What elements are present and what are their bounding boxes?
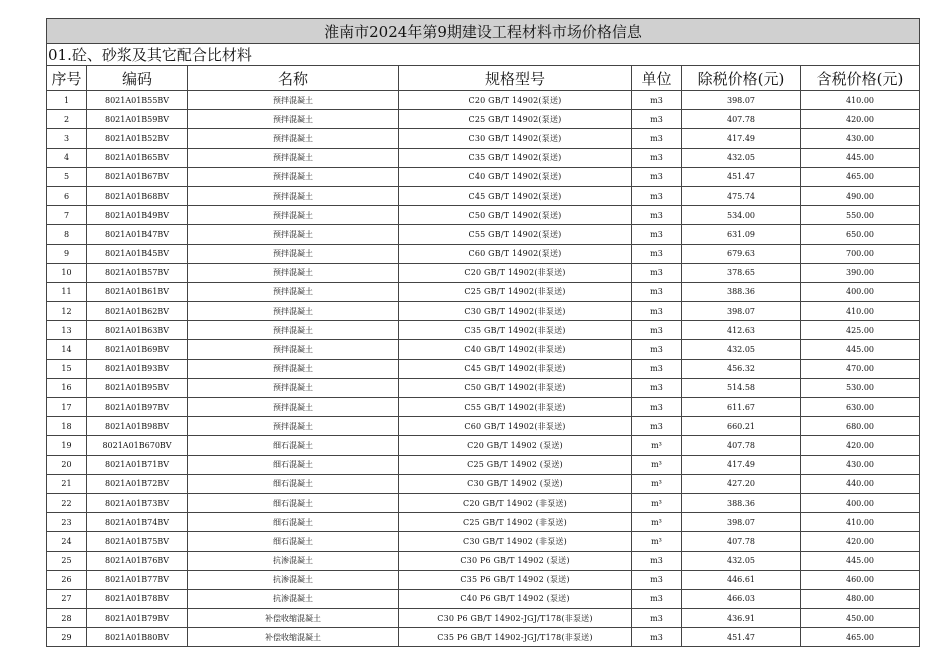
cell-spec: C40 GB/T 14902(非泵送): [399, 340, 632, 359]
cell-name: 预拌混凝土: [188, 321, 399, 340]
cell-spec: C20 GB/T 14902 (非泵送): [399, 493, 632, 512]
cell-code: 8021A01B47BV: [87, 225, 188, 244]
cell-price-incl-tax: 410.00: [801, 302, 920, 321]
table-row: [47, 167, 920, 186]
cell-price-incl-tax: 650.00: [801, 225, 920, 244]
cell-price-excl-tax: 475.74: [682, 186, 801, 205]
header-spec: 规格型号: [399, 66, 632, 91]
header-price-incl-tax: 含税价格(元): [801, 66, 920, 91]
header-row: [47, 66, 920, 91]
cell-spec: C30 GB/T 14902 (泵送): [399, 474, 632, 493]
cell-price-excl-tax: 398.07: [682, 513, 801, 532]
header-code: 编码: [87, 66, 188, 91]
cell-code: 8021A01B59BV: [87, 110, 188, 129]
cell-unit: m3: [632, 206, 682, 225]
cell-name: 补偿收缩混凝土: [188, 628, 399, 647]
section-row: [47, 44, 920, 66]
cell-index: 10: [47, 263, 87, 282]
cell-price-excl-tax: 407.78: [682, 532, 801, 551]
cell-unit: m3: [632, 167, 682, 186]
cell-index: 22: [47, 493, 87, 512]
cell-name: 预拌混凝土: [188, 129, 399, 148]
cell-unit: m3: [632, 589, 682, 608]
cell-price-excl-tax: 631.09: [682, 225, 801, 244]
table-row: [47, 628, 920, 647]
cell-price-incl-tax: 410.00: [801, 91, 920, 110]
cell-unit: m3: [632, 609, 682, 628]
cell-price-excl-tax: 398.07: [682, 91, 801, 110]
cell-spec: C30 GB/T 14902(非泵送): [399, 302, 632, 321]
cell-price-incl-tax: 400.00: [801, 493, 920, 512]
cell-code: 8021A01B97BV: [87, 398, 188, 417]
cell-code: 8021A01B69BV: [87, 340, 188, 359]
cell-unit: m3: [632, 225, 682, 244]
cell-spec: C30 P6 GB/T 14902 (泵送): [399, 551, 632, 570]
cell-index: 18: [47, 417, 87, 436]
cell-name: 抗渗混凝土: [188, 551, 399, 570]
table-row: [47, 493, 920, 512]
cell-spec: C55 GB/T 14902(泵送): [399, 225, 632, 244]
cell-code: 8021A01B45BV: [87, 244, 188, 263]
table-row: [47, 570, 920, 589]
cell-spec: C50 GB/T 14902(泵送): [399, 206, 632, 225]
cell-index: 20: [47, 455, 87, 474]
cell-unit: m3: [632, 282, 682, 301]
cell-name: 预拌混凝土: [188, 167, 399, 186]
cell-code: 8021A01B65BV: [87, 148, 188, 167]
cell-code: 8021A01B52BV: [87, 129, 188, 148]
cell-index: 7: [47, 206, 87, 225]
cell-price-excl-tax: 432.05: [682, 340, 801, 359]
cell-name: 预拌混凝土: [188, 359, 399, 378]
cell-unit: m3: [632, 398, 682, 417]
cell-index: 12: [47, 302, 87, 321]
cell-code: 8021A01B74BV: [87, 513, 188, 532]
cell-unit: m³: [632, 436, 682, 455]
cell-spec: C40 GB/T 14902(泵送): [399, 167, 632, 186]
cell-index: 8: [47, 225, 87, 244]
sheet-title: 淮南市2024年第9期建设工程材料市场价格信息: [47, 19, 920, 44]
cell-price-excl-tax: 446.61: [682, 570, 801, 589]
cell-price-excl-tax: 417.49: [682, 129, 801, 148]
cell-name: 预拌混凝土: [188, 225, 399, 244]
cell-name: 预拌混凝土: [188, 282, 399, 301]
cell-spec: C30 GB/T 14902 (非泵送): [399, 532, 632, 551]
cell-index: 21: [47, 474, 87, 493]
cell-price-excl-tax: 417.49: [682, 455, 801, 474]
cell-index: 4: [47, 148, 87, 167]
cell-price-incl-tax: 460.00: [801, 570, 920, 589]
cell-price-excl-tax: 432.05: [682, 551, 801, 570]
cell-unit: m3: [632, 570, 682, 589]
cell-name: 预拌混凝土: [188, 378, 399, 397]
cell-price-excl-tax: 398.07: [682, 302, 801, 321]
table-row: [47, 532, 920, 551]
cell-name: 预拌混凝土: [188, 110, 399, 129]
cell-code: 8021A01B71BV: [87, 455, 188, 474]
cell-code: 8021A01B49BV: [87, 206, 188, 225]
cell-unit: m3: [632, 302, 682, 321]
cell-name: 细石混凝土: [188, 455, 399, 474]
table-row: [47, 340, 920, 359]
cell-code: 8021A01B76BV: [87, 551, 188, 570]
cell-spec: C25 GB/T 14902 (泵送): [399, 455, 632, 474]
cell-code: 8021A01B55BV: [87, 91, 188, 110]
cell-spec: C35 P6 GB/T 14902-JGJ/T178(非泵送): [399, 628, 632, 647]
table-row: [47, 148, 920, 167]
cell-code: 8021A01B68BV: [87, 186, 188, 205]
cell-price-incl-tax: 430.00: [801, 455, 920, 474]
cell-spec: C25 GB/T 14902(非泵送): [399, 282, 632, 301]
cell-price-incl-tax: 425.00: [801, 321, 920, 340]
cell-spec: C45 GB/T 14902(非泵送): [399, 359, 632, 378]
cell-spec: C60 GB/T 14902(泵送): [399, 244, 632, 263]
table-row: [47, 609, 920, 628]
cell-unit: m3: [632, 91, 682, 110]
cell-unit: m3: [632, 263, 682, 282]
cell-unit: m3: [632, 359, 682, 378]
table-row: [47, 263, 920, 282]
cell-code: 8021A01B62BV: [87, 302, 188, 321]
cell-name: 补偿收缩混凝土: [188, 609, 399, 628]
cell-unit: m3: [632, 417, 682, 436]
cell-index: 9: [47, 244, 87, 263]
cell-price-incl-tax: 420.00: [801, 436, 920, 455]
cell-index: 26: [47, 570, 87, 589]
cell-price-excl-tax: 407.78: [682, 436, 801, 455]
cell-index: 23: [47, 513, 87, 532]
cell-index: 15: [47, 359, 87, 378]
cell-index: 6: [47, 186, 87, 205]
table-row: [47, 321, 920, 340]
price-table: [46, 18, 920, 647]
cell-index: 2: [47, 110, 87, 129]
cell-price-incl-tax: 445.00: [801, 551, 920, 570]
cell-unit: m3: [632, 628, 682, 647]
cell-price-incl-tax: 420.00: [801, 110, 920, 129]
cell-price-excl-tax: 427.20: [682, 474, 801, 493]
cell-code: 8021A01B93BV: [87, 359, 188, 378]
cell-code: 8021A01B80BV: [87, 628, 188, 647]
cell-unit: m3: [632, 110, 682, 129]
cell-index: 27: [47, 589, 87, 608]
cell-code: 8021A01B77BV: [87, 570, 188, 589]
cell-spec: C40 P6 GB/T 14902 (泵送): [399, 589, 632, 608]
cell-index: 16: [47, 378, 87, 397]
cell-name: 预拌混凝土: [188, 91, 399, 110]
cell-name: 预拌混凝土: [188, 398, 399, 417]
cell-index: 17: [47, 398, 87, 417]
cell-name: 预拌混凝土: [188, 417, 399, 436]
cell-price-excl-tax: 679.63: [682, 244, 801, 263]
cell-code: 8021A01B95BV: [87, 378, 188, 397]
cell-unit: m3: [632, 340, 682, 359]
cell-spec: C55 GB/T 14902(非泵送): [399, 398, 632, 417]
cell-name: 预拌混凝土: [188, 302, 399, 321]
cell-unit: m3: [632, 129, 682, 148]
cell-price-incl-tax: 440.00: [801, 474, 920, 493]
cell-code: 8021A01B78BV: [87, 589, 188, 608]
cell-index: 3: [47, 129, 87, 148]
cell-spec: C20 GB/T 14902(泵送): [399, 91, 632, 110]
table-row: [47, 302, 920, 321]
cell-price-incl-tax: 445.00: [801, 148, 920, 167]
cell-price-excl-tax: 388.36: [682, 282, 801, 301]
cell-price-excl-tax: 466.03: [682, 589, 801, 608]
cell-name: 细石混凝土: [188, 436, 399, 455]
cell-name: 细石混凝土: [188, 474, 399, 493]
cell-index: 19: [47, 436, 87, 455]
cell-price-excl-tax: 451.47: [682, 628, 801, 647]
cell-price-incl-tax: 490.00: [801, 186, 920, 205]
table-row: [47, 225, 920, 244]
cell-spec: C60 GB/T 14902(非泵送): [399, 417, 632, 436]
cell-code: 8021A01B98BV: [87, 417, 188, 436]
cell-price-incl-tax: 445.00: [801, 340, 920, 359]
cell-spec: C50 GB/T 14902(非泵送): [399, 378, 632, 397]
cell-index: 29: [47, 628, 87, 647]
cell-unit: m³: [632, 513, 682, 532]
cell-code: 8021A01B670BV: [87, 436, 188, 455]
cell-code: 8021A01B57BV: [87, 263, 188, 282]
cell-name: 细石混凝土: [188, 513, 399, 532]
cell-unit: m³: [632, 493, 682, 512]
cell-spec: C45 GB/T 14902(泵送): [399, 186, 632, 205]
cell-name: 预拌混凝土: [188, 148, 399, 167]
table-row: [47, 474, 920, 493]
cell-code: 8021A01B72BV: [87, 474, 188, 493]
cell-price-incl-tax: 530.00: [801, 378, 920, 397]
cell-price-incl-tax: 420.00: [801, 532, 920, 551]
cell-price-excl-tax: 456.32: [682, 359, 801, 378]
cell-price-excl-tax: 611.67: [682, 398, 801, 417]
table-row: [47, 513, 920, 532]
cell-unit: m³: [632, 474, 682, 493]
cell-price-excl-tax: 388.36: [682, 493, 801, 512]
cell-code: 8021A01B61BV: [87, 282, 188, 301]
cell-unit: m3: [632, 186, 682, 205]
cell-spec: C30 GB/T 14902(泵送): [399, 129, 632, 148]
cell-price-excl-tax: 378.65: [682, 263, 801, 282]
cell-index: 5: [47, 167, 87, 186]
title-row: [47, 19, 920, 44]
cell-spec: C35 P6 GB/T 14902 (泵送): [399, 570, 632, 589]
cell-spec: C20 GB/T 14902(非泵送): [399, 263, 632, 282]
cell-index: 11: [47, 282, 87, 301]
table-row: [47, 282, 920, 301]
cell-price-incl-tax: 480.00: [801, 589, 920, 608]
cell-name: 预拌混凝土: [188, 263, 399, 282]
cell-price-excl-tax: 412.63: [682, 321, 801, 340]
cell-code: 8021A01B73BV: [87, 493, 188, 512]
cell-name: 细石混凝土: [188, 493, 399, 512]
cell-price-excl-tax: 534.00: [682, 206, 801, 225]
cell-price-excl-tax: 407.78: [682, 110, 801, 129]
cell-name: 抗渗混凝土: [188, 589, 399, 608]
table-row: [47, 91, 920, 110]
cell-price-incl-tax: 700.00: [801, 244, 920, 263]
cell-spec: C30 P6 GB/T 14902-JGJ/T178(非泵送): [399, 609, 632, 628]
cell-unit: m³: [632, 455, 682, 474]
cell-code: 8021A01B67BV: [87, 167, 188, 186]
table-row: [47, 436, 920, 455]
cell-price-excl-tax: 514.58: [682, 378, 801, 397]
cell-spec: C20 GB/T 14902 (泵送): [399, 436, 632, 455]
cell-price-incl-tax: 465.00: [801, 628, 920, 647]
cell-index: 24: [47, 532, 87, 551]
table-row: [47, 398, 920, 417]
table-row: [47, 186, 920, 205]
cell-index: 25: [47, 551, 87, 570]
table-row: [47, 359, 920, 378]
cell-name: 预拌混凝土: [188, 206, 399, 225]
cell-name: 预拌混凝土: [188, 244, 399, 263]
cell-price-incl-tax: 465.00: [801, 167, 920, 186]
cell-spec: C35 GB/T 14902(泵送): [399, 148, 632, 167]
cell-price-incl-tax: 550.00: [801, 206, 920, 225]
cell-unit: m3: [632, 148, 682, 167]
table-row: [47, 110, 920, 129]
cell-price-incl-tax: 390.00: [801, 263, 920, 282]
table-row: [47, 455, 920, 474]
cell-unit: m³: [632, 532, 682, 551]
cell-name: 细石混凝土: [188, 532, 399, 551]
cell-unit: m3: [632, 378, 682, 397]
header-unit: 单位: [632, 66, 682, 91]
cell-code: 8021A01B75BV: [87, 532, 188, 551]
cell-spec: C25 GB/T 14902 (非泵送): [399, 513, 632, 532]
cell-unit: m3: [632, 321, 682, 340]
cell-price-incl-tax: 630.00: [801, 398, 920, 417]
cell-price-excl-tax: 436.91: [682, 609, 801, 628]
cell-price-incl-tax: 410.00: [801, 513, 920, 532]
table-row: [47, 378, 920, 397]
cell-unit: m3: [632, 551, 682, 570]
cell-code: 8021A01B79BV: [87, 609, 188, 628]
cell-name: 预拌混凝土: [188, 340, 399, 359]
table-row: [47, 129, 920, 148]
cell-index: 14: [47, 340, 87, 359]
cell-price-excl-tax: 432.05: [682, 148, 801, 167]
cell-index: 1: [47, 91, 87, 110]
table-row: [47, 417, 920, 436]
table-row: [47, 244, 920, 263]
cell-price-excl-tax: 660.21: [682, 417, 801, 436]
cell-index: 13: [47, 321, 87, 340]
header-price-excl-tax: 除税价格(元): [682, 66, 801, 91]
cell-spec: C25 GB/T 14902(泵送): [399, 110, 632, 129]
section-title: 01.砼、砂浆及其它配合比材料: [47, 44, 920, 66]
cell-spec: C35 GB/T 14902(非泵送): [399, 321, 632, 340]
cell-price-incl-tax: 680.00: [801, 417, 920, 436]
header-name: 名称: [188, 66, 399, 91]
cell-index: 28: [47, 609, 87, 628]
cell-price-incl-tax: 470.00: [801, 359, 920, 378]
table-row: [47, 206, 920, 225]
cell-price-incl-tax: 430.00: [801, 129, 920, 148]
table-row: [47, 551, 920, 570]
cell-unit: m3: [632, 244, 682, 263]
cell-name: 抗渗混凝土: [188, 570, 399, 589]
cell-price-incl-tax: 400.00: [801, 282, 920, 301]
table-row: [47, 589, 920, 608]
cell-code: 8021A01B63BV: [87, 321, 188, 340]
cell-price-incl-tax: 450.00: [801, 609, 920, 628]
cell-price-excl-tax: 451.47: [682, 167, 801, 186]
cell-name: 预拌混凝土: [188, 186, 399, 205]
header-index: 序号: [47, 66, 87, 91]
